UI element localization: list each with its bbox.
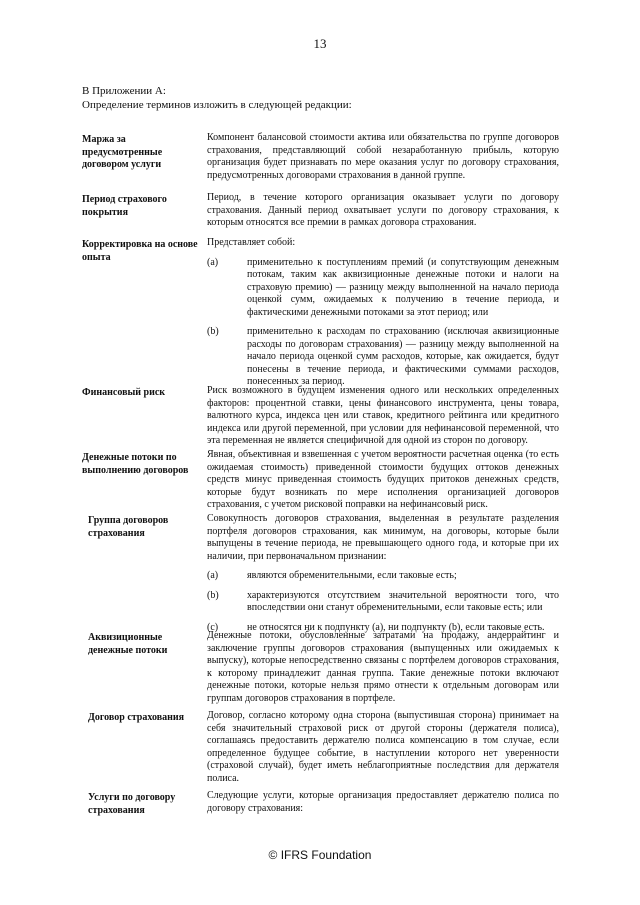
term-financial-risk: Финансовый риск (82, 387, 166, 398)
list-item (207, 590, 559, 615)
definition-coverage-period (207, 192, 559, 230)
list-item (207, 326, 559, 389)
list-item (207, 570, 559, 583)
definition-text: Явная, объективная и взвешенная с учетом вероятности расчетная оценка (то есть ожидаемая стоимость) приведенной стоимости будущих оттоков денежных средств минус приведенная стоимость будущих притоков денежных средств, которые будут возникать по мере исполнения организацией договоров страхования, с учетом рисковой поправки на нефинансовый риск. (207, 449, 559, 510)
definition-text: Риск возможного в будущем изменения одного или нескольких определенных факторов: процентной ставки, цены финансового инструмента, цены товара, валютного курса, индекса цен или ставок, кредитного рейтинга или кредитного индекса или другой переменной, при условии для нефинансовой переменной, что эта переменная не является специфичной для одной из сторон по договору. (207, 385, 559, 446)
list-item-text: характеризуются отсутствием значительной вероятности того, что впоследствии они станут обременительными, если таковые есть; или (247, 589, 559, 613)
list-item-text: применительно к расходам по страхованию (исключая аквизиционные расходы по договорам страхования) — разницу между выполненной на начало периода оценкой сумм расходов, которые, как ожидается, будут понесены в течение периода, и фактическими суммами расходов, понесенных за период. (247, 326, 559, 387)
list-item (207, 257, 559, 320)
definition-fulfilment-cash-flows (207, 449, 559, 512)
definition-insurance-contract (207, 710, 559, 785)
list-marker: (a) (207, 256, 219, 268)
definition-text: Компонент балансовой стоимости актива или обязательства по группе договоров страхования, представляющий собой незаработанную прибыль, которую организация будет признавать по мере оказания услуг по договору страхования, предусмотренных договорами страхования в данной группе. (207, 132, 559, 181)
term-group-of-contracts: Группа договоров страхования (88, 515, 169, 539)
list-item-text: не относятся ни к подпункту (a), ни подпункту (b), если таковые есть. (247, 621, 545, 633)
list-marker: (b) (207, 589, 219, 601)
intro-line-1: В Приложении А: (82, 85, 166, 97)
definition-insurance-contract-services (207, 790, 559, 815)
definition-text: Совокупность договоров страхования, выделенная в результате разделения портфеля договоров страхования, как минимум, на договоры, которые были выпущены в течение периода, не превышающего одного года, и которые при их наличии, при первоначальном признании: (207, 513, 559, 562)
footer-copyright: © IFRS Foundation (268, 848, 372, 862)
definition-financial-risk (207, 385, 559, 448)
definition-acquisition-cash-flows (207, 630, 559, 705)
term-acquisition-cash-flows: Аквизиционные денежные потоки (88, 632, 168, 656)
list-marker: (c) (207, 621, 219, 633)
term-fulfilment-cash-flows: Денежные потоки по выполнению договоров (82, 452, 189, 476)
list-marker: (a) (207, 570, 219, 581)
term-contractual-service-margin: Маржа за предусмотренные договором услуги (82, 134, 163, 170)
page-number: 13 (313, 36, 327, 51)
definition-text: Период, в течение которого организация оказывает услуги по договору страхования. Данный период охватывает услуги по договору страхования, к которым относятся все премии в рамках договора страхования. (207, 192, 559, 228)
definition-experience-adjustment (207, 237, 559, 389)
definition-text: Следующие услуги, которые организация предоставляет держателю полиса по договору страхования: (207, 790, 559, 814)
definition-text: Договор, согласно которому одна сторона (выпустившая сторона) принимает на себя значительный страховой риск от другой стороны (держателя полиса), соглашаясь предоставить держателю полиса компенсацию в том случае, если определенное будущее событие, в наступлении которого нет уверенности (страховой случай), будет иметь неблагоприятные последствия для держателя полиса. (207, 710, 559, 784)
term-experience-adjustment: Корректировка на основе опыта (82, 239, 198, 263)
definition-text: Представляет собой: (207, 237, 296, 248)
term-insurance-contract: Договор страхования (88, 712, 185, 723)
list-item-text: являются обременительными, если таковые есть; (247, 570, 457, 581)
intro-line-2: Определение терминов изложить в следующей редакции: (82, 99, 352, 111)
definition-group-of-contracts (207, 513, 559, 634)
term-insurance-contract-services: Услуги по договору страхования (88, 792, 176, 816)
term-coverage-period: Период страхового покрытия (82, 194, 167, 218)
list-marker: (b) (207, 326, 219, 337)
definition-text: Денежные потоки, обусловленные затратами на продажу, андеррайтинг и заключение группы договоров страхования (выпущенных или ожидаемых к выпуску), которые непосредственно связаны с портфелем договоров страхования, к которому принадлежит данная группа. Такие денежные потоки включают денежные потоки, которые нельзя прямо отнести к отдельным договорам или группам договоров страхования в портфеле. (207, 630, 559, 704)
list-item-text: применительно к поступлениям премий (и сопутствующим денежным потокам, таким как аквизиционные денежные потоки и налоги на страховую премию) — разницу между выполненной на начало периода оценкой сумм, ожидаемых к получению в течение периода, и фактическими денежными потоками за этот период; или (247, 256, 559, 318)
definition-contractual-service-margin (207, 132, 559, 182)
